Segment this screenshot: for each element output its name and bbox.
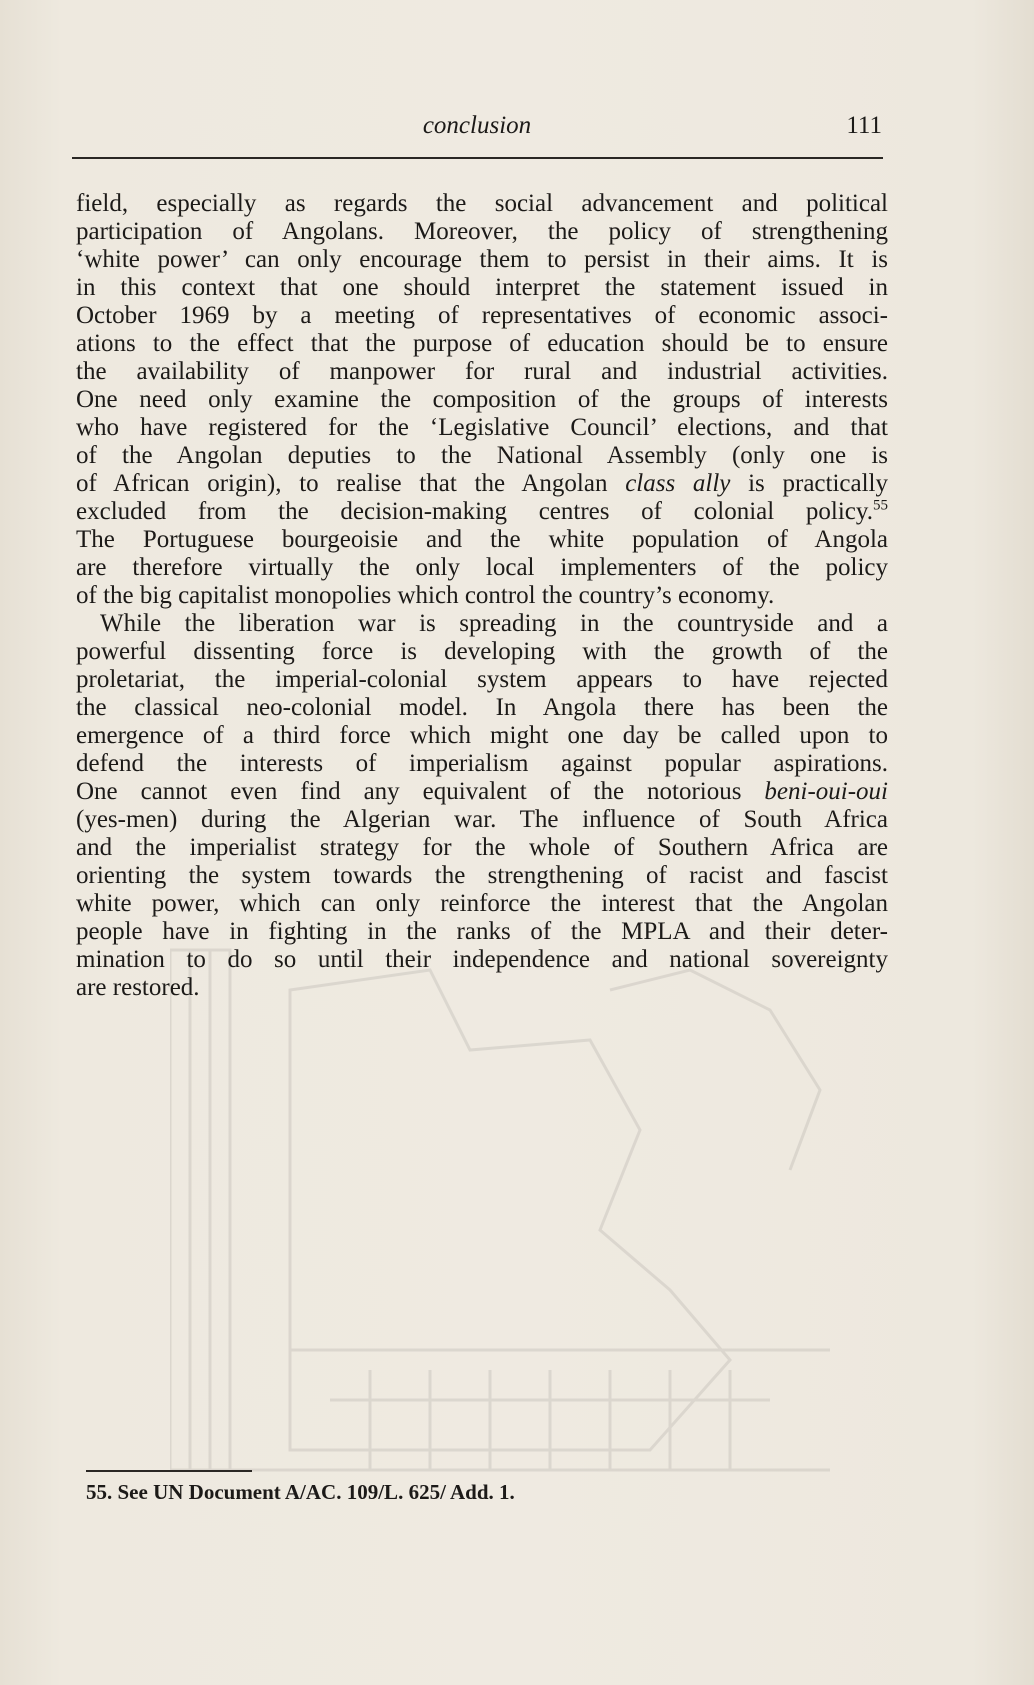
text-line: are restored. bbox=[76, 974, 200, 1001]
header-rule bbox=[72, 157, 883, 159]
running-header bbox=[72, 108, 882, 144]
text-line: (yes-men) during the Algerian war. The influence of South Africa bbox=[76, 806, 888, 833]
text-line: white power, which can only reinforce the interest that the Angolan bbox=[76, 890, 888, 917]
text-line: October 1969 by a meeting of representatives of economic associ- bbox=[76, 302, 888, 329]
text-line: the classical neo-colonial model. In Angola there has been the bbox=[76, 694, 888, 721]
page-number: 111 bbox=[846, 112, 882, 139]
footnote-reference[interactable]: 55 bbox=[873, 497, 888, 514]
text-line: One need only examine the composition of the groups of interests bbox=[76, 386, 888, 413]
text-line: of the big capitalist monopolies which control the country’s economy. bbox=[76, 582, 775, 609]
text-line: people have in fighting in the ranks of the MPLA and their deter- bbox=[76, 918, 888, 945]
text-line: and the imperialist strategy for the whole of Southern Africa are bbox=[76, 834, 888, 861]
text-line: of African origin), to realise that the Angolan class ally is practically bbox=[76, 470, 888, 497]
text-line: proletariat, the imperial-colonial system appears to have rejected bbox=[76, 666, 888, 693]
text-line: who have registered for the ‘Legislative Council’ elections, and that bbox=[76, 414, 888, 441]
text-line: defend the interests of imperialism against popular aspirations. bbox=[76, 750, 888, 777]
text-line: the availability of manpower for rural and industrial activities. bbox=[76, 358, 888, 385]
text-line: orienting the system towards the strengthening of racist and fascist bbox=[76, 862, 888, 889]
text-line: powerful dissenting force is developing with the growth of the bbox=[76, 638, 888, 665]
body-text bbox=[76, 190, 888, 1002]
text-line: ‘white power’ can only encourage them to persist in their aims. It is bbox=[76, 246, 888, 273]
text-line: excluded from the decision-making centres of colonial policy.$^{55}$ bbox=[76, 497, 888, 525]
text-line: mination to do so until their independence and national sovereignty bbox=[76, 946, 888, 973]
text-line: The Portuguese bourgeoisie and the white population of Angola bbox=[76, 526, 888, 553]
show-through-map-image bbox=[170, 930, 900, 1480]
text-line: One cannot even find any equivalent of the notorious beni-oui-oui bbox=[76, 778, 888, 805]
text-line: participation of Angolans. Moreover, the policy of strengthening bbox=[76, 218, 888, 245]
footnote: 55. See UN Document A/AC. 109/L. 625/ Add. 1. bbox=[86, 1480, 515, 1504]
text-line: field, especially as regards the social advancement and political bbox=[76, 190, 888, 217]
text-line: ations to the effect that the purpose of education should be to ensure bbox=[76, 330, 888, 357]
text-line: While the liberation war is spreading in the countryside and a bbox=[100, 610, 888, 637]
running-title: conclusion bbox=[422, 112, 532, 139]
italic-term: beni-oui-oui bbox=[764, 778, 888, 805]
text-line: emergence of a third force which might one day be called upon to bbox=[76, 722, 888, 749]
text-line: of the Angolan deputies to the National Assembly (only one is bbox=[76, 442, 888, 469]
text-line: are therefore virtually the only local implementers of the policy bbox=[76, 554, 888, 581]
text-line: in this context that one should interpret the statement issued in bbox=[76, 274, 888, 301]
italic-term: class ally bbox=[625, 470, 731, 497]
footnote-rule bbox=[86, 1470, 252, 1472]
